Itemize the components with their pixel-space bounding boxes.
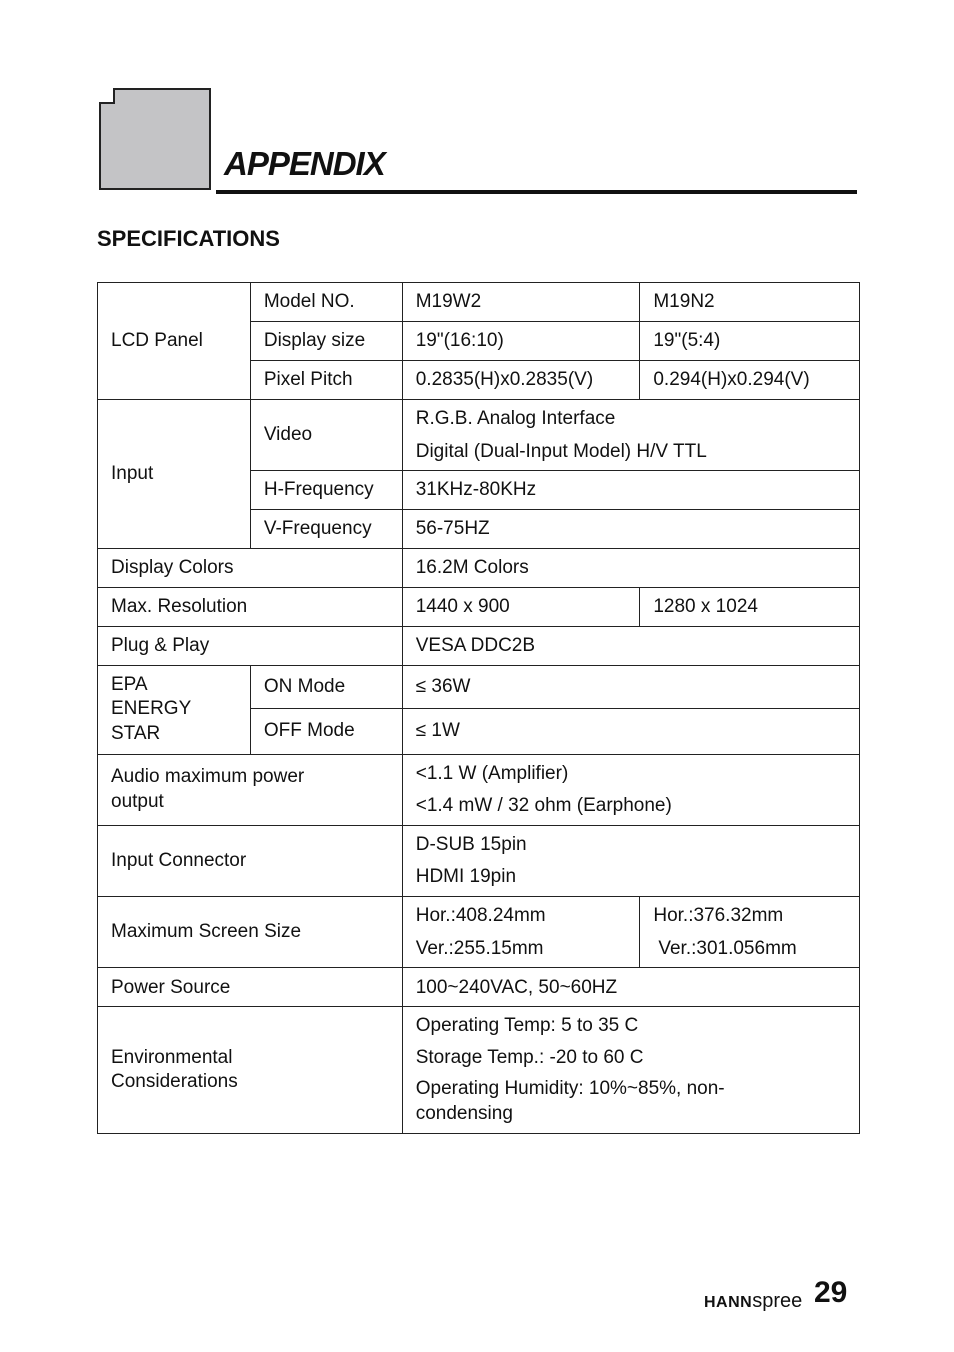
table-row <box>98 626 860 665</box>
table-row <box>98 283 860 322</box>
row-label: H-Frequency <box>250 471 402 510</box>
row-group-label <box>98 665 251 754</box>
cell-value: 31KHz-80KHz <box>402 471 859 510</box>
cell-line: Operating Humidity: 10%~85%, non-condensing <box>415 1078 725 1125</box>
chapter-tab-notch <box>99 88 115 104</box>
cell-value: 56-75HZ <box>402 510 859 549</box>
cell-value <box>402 1007 859 1134</box>
cell-line: Ver.:255.15mm <box>415 937 544 959</box>
table-row <box>98 1007 860 1134</box>
cell-value: ≤ 36W <box>402 665 859 708</box>
brand-logo-light: spree <box>752 1290 803 1312</box>
cell-line: <1.4 mW / 32 ohm (Earphone) <box>415 795 672 817</box>
page-title: APPENDIX <box>224 145 385 182</box>
row-label: Pixel Pitch <box>250 361 402 400</box>
cell-value <box>402 825 859 896</box>
cell-line: Hor.:376.32mm <box>653 905 784 927</box>
row-label: Video <box>250 400 402 471</box>
table-row <box>98 665 860 708</box>
row-label: Display size <box>250 322 402 361</box>
cell-value: 1280 x 1024 <box>640 587 860 626</box>
cell-value: VESA DDC2B <box>402 626 859 665</box>
cell-line: EPA <box>111 673 148 695</box>
specifications-table <box>97 282 860 1134</box>
page-number: 29 <box>814 1276 848 1309</box>
title-underline <box>216 190 857 194</box>
row-label: OFF Mode <box>250 708 402 754</box>
cell-value <box>402 754 859 825</box>
cell-line: Digital (Dual-Input Model) H/V TTL <box>415 440 707 462</box>
cell-line: Storage Temp.: -20 to 60 C <box>415 1046 644 1068</box>
cell-line: ENERGY <box>111 698 192 720</box>
row-label: Model NO. <box>250 283 402 322</box>
row-label: Input Connector <box>98 825 403 896</box>
row-label: Audio maximum power output <box>98 754 403 825</box>
cell-value: 19"(16:10) <box>402 322 640 361</box>
cell-value <box>402 400 859 471</box>
cell-line: R.G.B. Analog Interface <box>415 408 616 429</box>
cell-value: M19N2 <box>640 283 860 322</box>
cell-value: ≤ 1W <box>402 708 859 754</box>
chapter-tab-graphic <box>99 88 211 190</box>
cell-line: D-SUB 15pin <box>415 833 527 855</box>
row-label: Max. Resolution <box>98 587 403 626</box>
row-label: V-Frequency <box>250 510 402 549</box>
brand-logo-bold: HANN <box>704 1294 753 1311</box>
cell-value: 0.294(H)x0.294(V) <box>640 361 860 400</box>
row-label: Plug & Play <box>98 626 403 665</box>
row-label: Power Source <box>98 968 403 1007</box>
cell-value: 19"(5:4) <box>640 322 860 361</box>
row-label: Environmental Considerations <box>98 1007 403 1134</box>
row-label: ON Mode <box>250 665 402 708</box>
section-heading: SPECIFICATIONS <box>97 226 280 251</box>
row-group-label: Input <box>98 400 251 549</box>
row-group-label: LCD Panel <box>98 283 251 400</box>
table-row <box>98 587 860 626</box>
cell-line: STAR <box>111 722 161 744</box>
row-label: Maximum Screen Size <box>98 897 403 968</box>
row-label: Display Colors <box>98 549 403 588</box>
cell-value: 16.2M Colors <box>402 549 859 588</box>
cell-line: Hor.:408.24mm <box>415 905 546 927</box>
table-row <box>98 400 860 471</box>
table-row <box>98 549 860 588</box>
table-row <box>98 754 860 825</box>
cell-line: Operating Temp: 5 to 35 C <box>415 1015 639 1037</box>
cell-line: Ver.:301.056mm <box>658 937 797 959</box>
table-row <box>98 897 860 968</box>
cell-value <box>640 897 860 968</box>
cell-value: 100~240VAC, 50~60HZ <box>402 968 859 1007</box>
cell-line: HDMI 19pin <box>415 866 517 888</box>
cell-value: 0.2835(H)x0.2835(V) <box>402 361 640 400</box>
table-row <box>98 825 860 896</box>
cell-value: 1440 x 900 <box>402 587 640 626</box>
brand-logo <box>704 1290 802 1313</box>
cell-value: M19W2 <box>402 283 640 322</box>
table-row <box>98 968 860 1007</box>
cell-line: <1.1 W (Amplifier) <box>415 762 569 784</box>
cell-value <box>402 897 640 968</box>
